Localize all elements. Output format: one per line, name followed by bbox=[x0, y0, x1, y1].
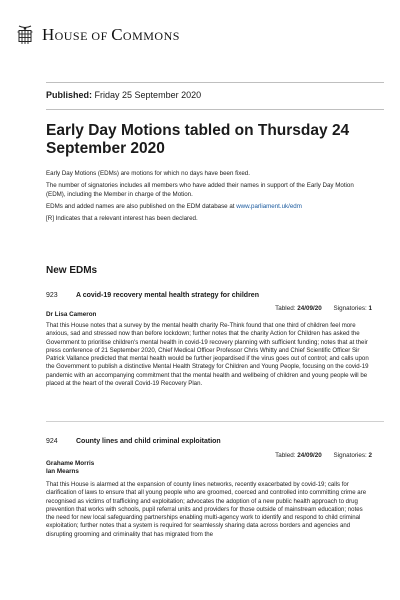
signatories-count: 2 bbox=[368, 452, 372, 459]
edm-number: 924 bbox=[46, 438, 58, 445]
section-title: New EDMs bbox=[46, 265, 98, 276]
edm-divider bbox=[46, 421, 384, 422]
tabled-date: 24/09/20 bbox=[297, 452, 322, 459]
edm-meta bbox=[275, 452, 372, 460]
intro-paragraph-1: Early Day Motions (EDMs) are motions for which no days have been fixed. bbox=[46, 170, 250, 177]
edm-database-link[interactable]: www.parliament.uk/edm bbox=[236, 202, 302, 210]
signatories-count: 1 bbox=[368, 305, 372, 312]
house-name-big2: C bbox=[111, 25, 123, 44]
intro bbox=[46, 170, 372, 227]
divider-top bbox=[46, 82, 384, 83]
tabled-label: Tabled: bbox=[275, 305, 296, 312]
house-name bbox=[42, 25, 180, 45]
intro-paragraph-3 bbox=[46, 203, 372, 212]
page-title: Early Day Motions tabled on Thursday 24 September 2020 bbox=[46, 122, 350, 157]
edm-title: A covid-19 recovery mental health strategy for children bbox=[76, 292, 259, 299]
tabled-label: Tabled: bbox=[275, 452, 296, 459]
edm-text: That this House is alarmed at the expansion of county lines networks, recently exacerbated by covid-19; calls for clarification of laws to ensure that all young people who are groomed, coerced and controlled into committing crime are recognised as victims of trafficking and exploitation; advocates the adoption of a new public health approach to drug prevention that works with schools, pupil referral units and providers for those outside of mainstream education; notes the need for new local safeguarding partnerships enabling multi-agency work to identify and respond to child criminal exploitation; further notes that a system is required for seamlessly sharing data across borders and agencies and disrupting grooming and criminality that has migrated from the bbox=[46, 481, 367, 538]
edm-number: 923 bbox=[46, 292, 58, 299]
signatories-label: Signatories: bbox=[333, 305, 367, 312]
house-name-small2: OMMONS bbox=[122, 29, 180, 43]
house-name-big1: H bbox=[42, 25, 55, 44]
header bbox=[16, 20, 180, 50]
published-date: Friday 25 September 2020 bbox=[94, 90, 202, 100]
edm-title: County lines and child criminal exploitation bbox=[76, 438, 221, 445]
edm-member: Ian Mearns bbox=[46, 468, 79, 475]
edm-member: Grahame Morris bbox=[46, 460, 95, 467]
published-label: Published: bbox=[46, 90, 93, 100]
edm-meta bbox=[275, 305, 372, 313]
published-line bbox=[46, 90, 201, 100]
intro-paragraph-3-text: EDMs and added names are also published on the EDM database at bbox=[46, 202, 237, 210]
house-name-small1: OUSE OF bbox=[54, 29, 112, 43]
edm-heading bbox=[46, 291, 356, 300]
edm-member: Dr Lisa Cameron bbox=[46, 311, 97, 318]
divider-mid bbox=[46, 109, 384, 110]
intro-paragraph-2: The number of signatories includes all members who have added their names in support of the Early Day Motion (EDM), including the Member in charge of the Motion. bbox=[46, 181, 354, 198]
intro-paragraph-4: [R] Indicates that a relevant interest has been declared. bbox=[46, 214, 198, 222]
portcullis-logo-icon bbox=[16, 24, 34, 46]
edm-heading bbox=[46, 437, 356, 446]
tabled-date: 24/09/20 bbox=[297, 305, 322, 312]
edm-text: That this House notes that a survey by the mental health charity Re-Think found that one third of children feel more anxious, sad and stressed now than before lockdown; further notes that the charity Action for Children has asked the Government to prioritise children's mental health in covid-19 recovery planning with sufficient funding; notes that at their press conference of 21 September 2020, Chief Medical Officer Professor Chris Whitty and Chief Scientific Officer Sir Patrick Vallance predicted that mental health would be further jeopardised if the virus goes out of control; and calls upon the Government to publish a distinctive Mental Health Strategy for Children and Young People, focusing on the covid-19 pandemic with an accompanying commitment that the mental health and wellbeing of children and young people will be placed at the heart of the overall Covid-19 Recovery Plan. bbox=[46, 322, 369, 388]
signatories-label: Signatories: bbox=[333, 452, 367, 459]
